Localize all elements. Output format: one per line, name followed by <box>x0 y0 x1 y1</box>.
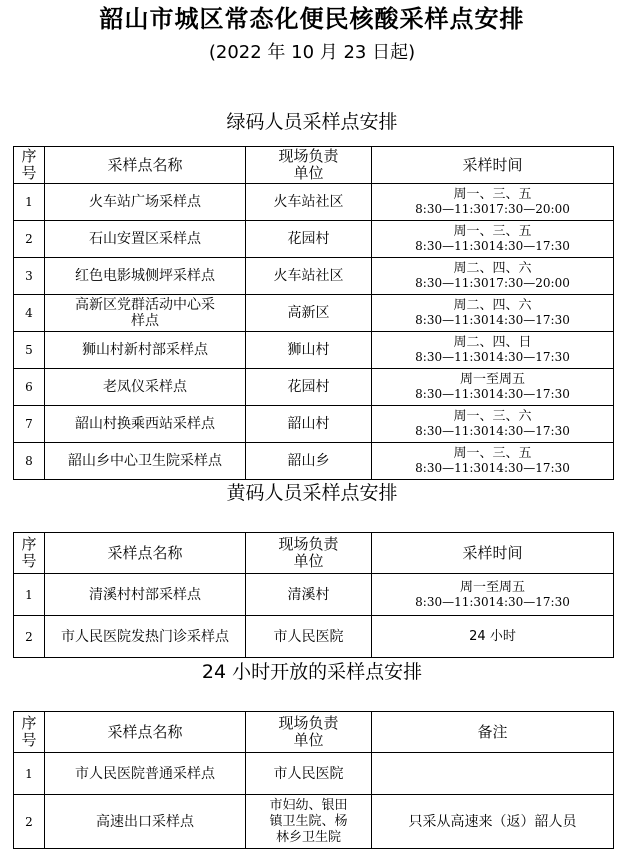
sampling-time: 周一至周五 8:30—11:3014:30—17:30 <box>372 369 614 406</box>
col-header-site: 采样点名称 <box>45 533 246 574</box>
site-name: 韶山村换乘西站采样点 <box>45 406 246 443</box>
site-name: 清溪村村部采样点 <box>45 574 246 616</box>
site-name: 高新区党群活动中心采样点 <box>45 295 246 332</box>
row-index: 4 <box>14 295 45 332</box>
site-name: 狮山村新村部采样点 <box>45 332 246 369</box>
table-row <box>14 184 614 221</box>
responsible-unit: 市人民医院 <box>246 753 372 795</box>
col-header-unit: 现场负责单位 <box>246 712 372 753</box>
responsible-unit: 市妇幼、银田镇卫生院、杨林乡卫生院 <box>246 795 372 849</box>
row-index: 7 <box>14 406 45 443</box>
table-row <box>14 443 614 480</box>
responsible-unit: 韶山村 <box>246 406 372 443</box>
col-header-unit: 现场负责单位 <box>246 147 372 184</box>
row-index: 1 <box>14 753 45 795</box>
row-index: 1 <box>14 184 45 221</box>
sampling-time: 周二、四、六 8:30—11:3014:30—17:30 <box>372 295 614 332</box>
responsible-unit: 火车站社区 <box>246 258 372 295</box>
row-index: 6 <box>14 369 45 406</box>
table-row <box>14 258 614 295</box>
section-heading-yellow: 黄码人员采样点安排 <box>226 482 398 504</box>
row-index: 3 <box>14 258 45 295</box>
col-header-note: 备注 <box>372 712 614 753</box>
site-name: 红色电影城侧坪采样点 <box>45 258 246 295</box>
sampling-time: 周一、三、五 8:30—11:3014:30—17:30 <box>372 221 614 258</box>
site-name: 石山安置区采样点 <box>45 221 246 258</box>
sampling-time: 周一、三、六 8:30—11:3014:30—17:30 <box>372 406 614 443</box>
col-header-time: 采样时间 <box>372 147 614 184</box>
responsible-unit: 高新区 <box>246 295 372 332</box>
table-row <box>14 369 614 406</box>
col-header-index: 序号 <box>14 533 45 574</box>
responsible-unit: 狮山村 <box>246 332 372 369</box>
table-header-row <box>14 533 614 574</box>
responsible-unit: 花园村 <box>246 221 372 258</box>
row-index: 1 <box>14 574 45 616</box>
note <box>372 753 614 795</box>
row-index: 8 <box>14 443 45 480</box>
responsible-unit: 花园村 <box>246 369 372 406</box>
site-name: 市人民医院普通采样点 <box>45 753 246 795</box>
col-header-time: 采样时间 <box>372 533 614 574</box>
table-row <box>14 753 614 795</box>
sampling-time: 周一至周五 8:30—11:3014:30—17:30 <box>372 574 614 616</box>
table-row <box>14 616 614 658</box>
sampling-time: 周二、四、六 8:30—11:3017:30—20:00 <box>372 258 614 295</box>
responsible-unit: 市人民医院 <box>246 616 372 658</box>
site-name: 市人民医院发热门诊采样点 <box>45 616 246 658</box>
page-subtitle: (2022 年 10 月 23 日起) <box>208 42 416 63</box>
sampling-time: 周一、三、五 8:30—11:3017:30—20:00 <box>372 184 614 221</box>
sampling-time: 周二、四、日 8:30—11:3014:30—17:30 <box>372 332 614 369</box>
row-index: 2 <box>14 221 45 258</box>
row-index: 2 <box>14 795 45 849</box>
green-code-table <box>13 146 614 480</box>
responsible-unit: 清溪村 <box>246 574 372 616</box>
row-index: 5 <box>14 332 45 369</box>
col-header-site: 采样点名称 <box>45 147 246 184</box>
table-row <box>14 406 614 443</box>
table-row <box>14 795 614 849</box>
section-heading-24h: 24 小时开放的采样点安排 <box>201 661 423 683</box>
row-index: 2 <box>14 616 45 658</box>
col-header-unit: 现场负责单位 <box>246 533 372 574</box>
open-24h-table <box>13 711 614 849</box>
table-row <box>14 574 614 616</box>
note: 只采从高速来（返）韶人员 <box>372 795 614 849</box>
site-name: 韶山乡中心卫生院采样点 <box>45 443 246 480</box>
sampling-time: 24 小时 <box>372 616 614 658</box>
table-row <box>14 332 614 369</box>
site-name: 老凤仪采样点 <box>45 369 246 406</box>
page-title: 韶山市城区常态化便民核酸采样点安排 <box>99 5 525 33</box>
table-row <box>14 295 614 332</box>
yellow-code-table <box>13 532 614 658</box>
col-header-index: 序号 <box>14 147 45 184</box>
sampling-time: 周一、三、五 8:30—11:3014:30—17:30 <box>372 443 614 480</box>
responsible-unit: 韶山乡 <box>246 443 372 480</box>
responsible-unit: 火车站社区 <box>246 184 372 221</box>
section-heading-green: 绿码人员采样点安排 <box>226 111 398 133</box>
table-header-row <box>14 147 614 184</box>
site-name: 高速出口采样点 <box>45 795 246 849</box>
table-header-row <box>14 712 614 753</box>
col-header-site: 采样点名称 <box>45 712 246 753</box>
table-row <box>14 221 614 258</box>
site-name: 火车站广场采样点 <box>45 184 246 221</box>
col-header-index: 序号 <box>14 712 45 753</box>
